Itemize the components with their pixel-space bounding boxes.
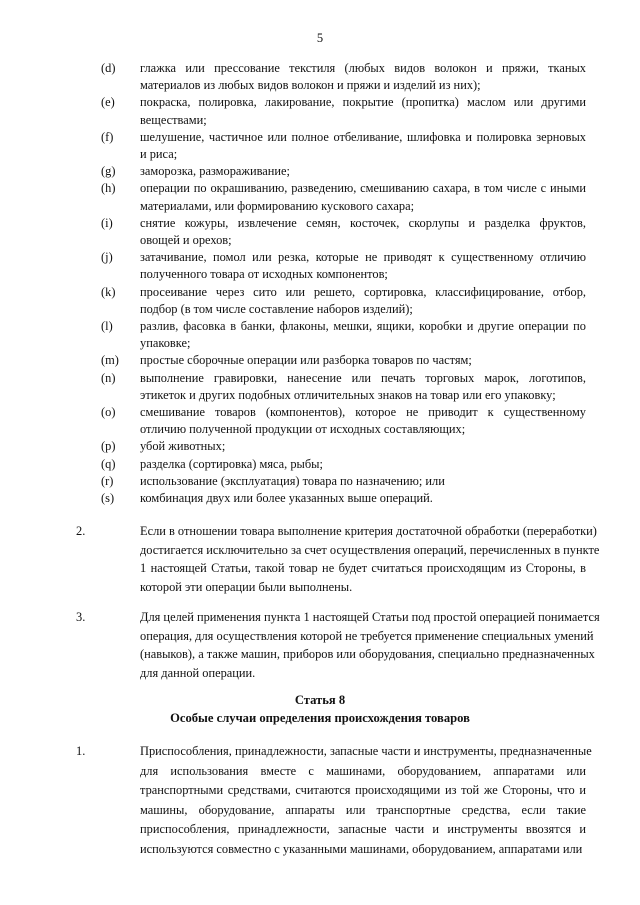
list-item-text: операции по окрашиванию, разведению, смешиванию сахара, в том числе с иными bbox=[140, 181, 586, 196]
article-paragraph-1-line: машины, оборудование, аппараты или транспортные средства, если такие bbox=[140, 802, 586, 817]
paragraph-2-number: 2. bbox=[76, 524, 86, 538]
list-item-text: упаковке; bbox=[140, 336, 191, 351]
page-number: 5 bbox=[316, 31, 324, 45]
paragraph-2-line: Если в отношении товара выполнение критерия достаточной обработки (переработки) bbox=[140, 524, 597, 538]
paragraph-3-line: операция, для осуществления которой не требуется применение специальных умений bbox=[140, 628, 594, 643]
list-item-label: (l) bbox=[101, 319, 113, 333]
article-paragraph-1-number: 1. bbox=[76, 744, 86, 758]
paragraph-3-line: для данной операции. bbox=[140, 665, 256, 680]
list-item-text: материалов из любых видов волокон и пряжи и изделий из них); bbox=[140, 78, 481, 93]
article-paragraph-1-line: для использования вместе с машинами, оборудованием, аппаратами или bbox=[140, 763, 586, 778]
paragraph-2-line: которой эти операции были выполнены. bbox=[140, 579, 353, 594]
list-item-label: (j) bbox=[101, 250, 113, 265]
article-title: Статья 8 bbox=[294, 693, 346, 707]
list-item-text: выполнение гравировки, нанесение или печать торговых марок, логотипов, bbox=[140, 370, 586, 385]
list-item-text: подбор (в том числе составление наборов изделий); bbox=[140, 301, 413, 316]
list-item-text: затачивание, помол или резка, которые не приводят к существенному отличию bbox=[140, 250, 586, 265]
list-item-label: (p) bbox=[101, 439, 116, 454]
list-item-label: (h) bbox=[101, 181, 116, 196]
list-item-text: смешивание товаров (компонентов), которое не приводит к существенному bbox=[140, 405, 586, 419]
paragraph-3-line: Для целей применения пункта 1 настоящей Статьи под простой операцией понимается bbox=[140, 610, 600, 624]
list-item-text: использование (эксплуатация) товара по назначению; или bbox=[140, 473, 445, 488]
list-item-text: материалами, или формированию кускового сахара; bbox=[140, 198, 415, 213]
list-item-text: просеивание через сито или решето, сортировка, классифицирование, отбор, bbox=[140, 284, 586, 299]
paragraph-3-line: (навыков), а также машин, приборов или оборудования, специально предназначенных bbox=[140, 647, 595, 661]
list-item-text: заморозка, размораживание; bbox=[140, 164, 290, 179]
list-item-label: (g) bbox=[101, 164, 116, 179]
list-item-text: веществами; bbox=[140, 112, 207, 127]
list-item-label: (s) bbox=[101, 491, 115, 505]
paragraph-2-line: 1 настоящей Статьи, такой товар не будет считаться происходящим из Стороны, в bbox=[140, 561, 586, 575]
list-item-text: отличию полученной продукции от исходных составляющих; bbox=[140, 422, 466, 437]
list-item-label: (k) bbox=[101, 284, 116, 299]
article-paragraph-1-line: используются совместно с указанными машинами, оборудованием, аппаратами или bbox=[140, 842, 583, 856]
list-item-text: разлив, фасовка в банки, флаконы, мешки, ящики, коробки и другие операции по bbox=[140, 319, 586, 333]
list-item-label: (m) bbox=[101, 353, 119, 368]
list-item-label: (o) bbox=[101, 405, 116, 419]
list-item-text: комбинация двух или более указанных выше операций. bbox=[140, 491, 433, 505]
list-item-text: полученного товара от исходных компонентов; bbox=[140, 267, 388, 282]
list-item-label: (d) bbox=[101, 61, 116, 75]
list-item-text: убой животных; bbox=[140, 439, 226, 454]
article-paragraph-1-line: транспортными средствами, считаются происходящими из той же Стороны, что и bbox=[140, 783, 586, 798]
list-item-text: шелушение, частичное или полное отбеливание, шлифовка и полировка зерновых bbox=[140, 129, 586, 144]
article-paragraph-1-line: приспособления, принадлежности, запасные части и инструменты ввозятся и bbox=[140, 822, 586, 837]
list-item-label: (q) bbox=[101, 456, 116, 471]
list-item-label: (n) bbox=[101, 370, 116, 385]
article-subtitle: Особые случаи определения происхождения товаров bbox=[170, 711, 470, 725]
list-item-text: снятие кожуры, извлечение семян, косточек, скорлупы и разделка фруктов, bbox=[140, 215, 586, 230]
list-item-label: (i) bbox=[101, 215, 113, 230]
list-item-label: (e) bbox=[101, 95, 115, 110]
list-item-label: (r) bbox=[101, 473, 114, 488]
list-item-text: глажка или прессование текстиля (любых видов волокон и пряжи, тканых bbox=[140, 61, 586, 75]
list-item-label: (f) bbox=[101, 129, 114, 144]
article-paragraph-1-line: Приспособления, принадлежности, запасные части и инструменты, предназначенные bbox=[140, 744, 592, 758]
list-item-text: и риса; bbox=[140, 147, 178, 161]
list-item-text: простые сборочные операции или разборка товаров по частям; bbox=[140, 353, 472, 368]
list-item-text: этикеток и других подобных отличительных знаков на товар или его упаковку; bbox=[140, 387, 556, 402]
paragraph-2-line: достигается исключительно за счет осуществления операций, перечисленных в пункте bbox=[140, 542, 600, 557]
list-item-text: овощей и орехов; bbox=[140, 233, 232, 247]
list-item-text: покраска, полировка, лакирование, покрытие (пропитка) маслом или другими bbox=[140, 95, 586, 110]
paragraph-3-number: 3. bbox=[76, 610, 86, 624]
list-item-text: разделка (сортировка) мяса, рыбы; bbox=[140, 456, 323, 471]
